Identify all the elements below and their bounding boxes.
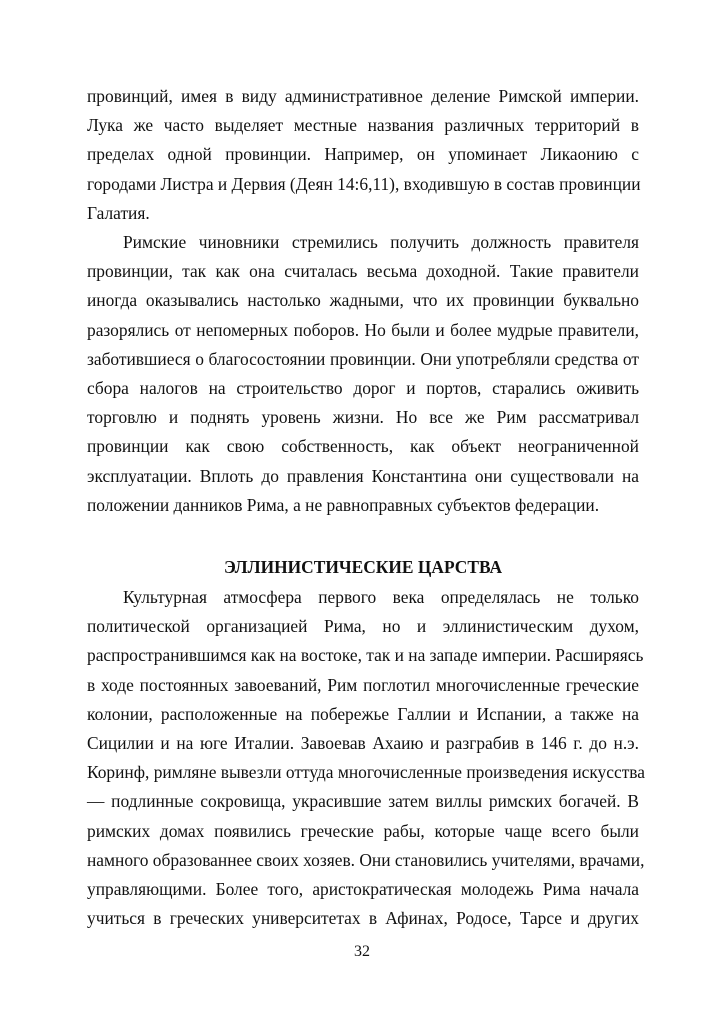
text-line: провинции как свою собственность, как объект неограниченной	[87, 436, 639, 457]
text-line: заботившиеся о благосостоянии провинции. Они употребляли средства от	[87, 348, 639, 369]
text-line: эксплуатации. Вплоть до правления Константина они существовали на	[87, 465, 639, 486]
text-line: учиться в греческих университетах в Афинах, Родосе, Тарсе и других	[87, 908, 639, 929]
text-line: римских домах появились греческие рабы, которые чаще всего были	[87, 820, 639, 841]
paragraph-hellenistic-culture	[87, 583, 645, 933]
text-line: намного образованнее своих хозяев. Они становились учителями, врачами,	[87, 849, 645, 870]
text-line: управляющими. Более того, аристократическая молодежь Рима начала	[87, 878, 639, 899]
text-line: сбора налогов на строительство дорог и портов, старались оживить	[87, 377, 639, 398]
text-line: — подлинные сокровища, украсившие затем виллы римских богачей. В	[87, 791, 639, 812]
text-line: колонии, расположенные на побережье Галлии и Испании, а также на	[87, 703, 639, 724]
text-line: пределах одной провинции. Например, он упоминает Ликаонию с	[87, 144, 639, 165]
text-line: иногда оказывались настолько жадными, что их провинции буквально	[87, 290, 639, 311]
paragraph-provinces-division	[87, 82, 639, 228]
paragraph-roman-officials	[87, 228, 639, 520]
text-line: Галатия.	[87, 202, 150, 223]
text-line: Римские чиновники стремились получить должность правителя	[123, 232, 639, 252]
text-line: политической организацией Рима, но и эллинистическим духом,	[87, 616, 639, 637]
section-heading: ЭЛЛИНИСТИЧЕСКИЕ ЦАРСТВА	[223, 557, 503, 577]
page-number: 32	[354, 943, 370, 960]
text-line: провинций, имея в виду административное деление Римской империи.	[87, 86, 639, 106]
text-line: Коринф, римляне вывезли оттуда многочисленные произведения искусства	[87, 762, 645, 783]
text-line: городами Листра и Дервия (Деян 14:6,11), входившую в состав провинции	[87, 173, 641, 194]
text-line: провинции, так как она считалась весьма доходной. Такие правители	[87, 261, 639, 282]
text-line: Сицилии и на юге Италии. Завоевав Ахаию и разграбив в 146 г. до н.э.	[87, 732, 639, 753]
text-line: распространившимся как на востоке, так и на западе империи. Расширяясь	[87, 645, 644, 666]
text-line: Культурная атмосфера первого века определялась не только	[123, 587, 639, 607]
text-line: разорялись от непомерных поборов. Но были и более мудрые правители,	[87, 319, 639, 340]
text-line: в ходе постоянных завоеваний, Рим поглотил многочисленные греческие	[87, 674, 639, 695]
text-line: Лука же часто выделяет местные названия различных территорий в	[87, 115, 639, 136]
text-line: торговлю и поднять уровень жизни. Но все же Рим рассматривал	[87, 407, 639, 428]
text-line: положении данников Рима, а не равноправных субъектов федерации.	[87, 494, 600, 515]
